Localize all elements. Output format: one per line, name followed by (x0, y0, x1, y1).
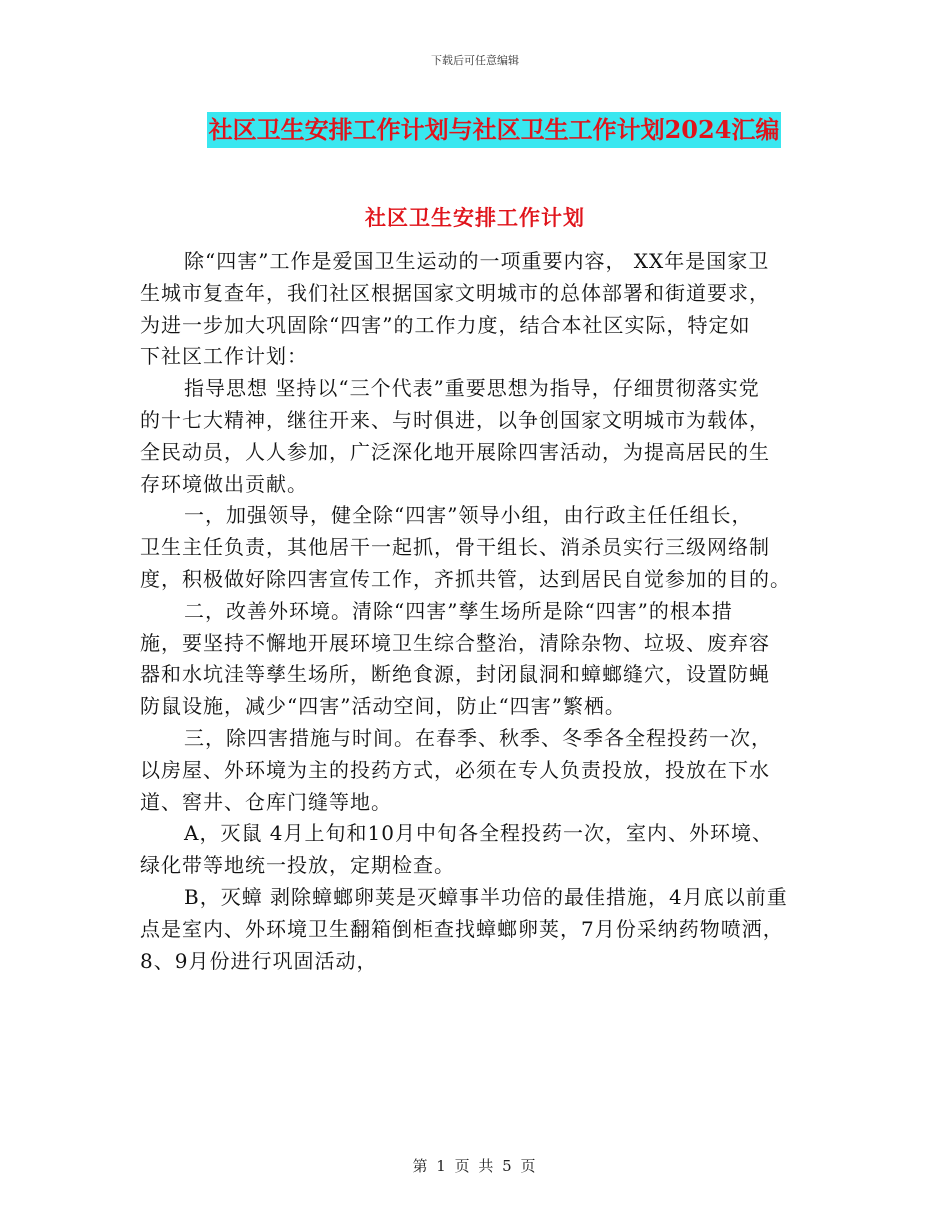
text-line: 以房屋、外环境为主的投药方式，必须在专人负责投放，投放在下水 (140, 757, 770, 782)
text-line: 道、窖井、仓库门缝等地。 (140, 789, 392, 814)
text-line: 存环境做出贡献。 (140, 471, 308, 496)
text-line: 为进一步加大巩固除“四害”的工作力度，结合本社区实际，特定如 (140, 312, 751, 337)
paragraph-item-three (140, 723, 810, 818)
paragraph-item-b (140, 882, 810, 977)
text-line: 防鼠设施，减少“四害”活动空间，防止“四害”繁栖。 (140, 694, 626, 719)
document-title: 社区卫生安排工作计划与社区卫生工作计划2024汇编 (207, 112, 782, 148)
text-line: 生城市复查年，我们社区根据国家文明城市的总体部署和街道要求， (140, 280, 770, 305)
text-line: 度，积极做好除四害宣传工作，齐抓共管，达到居民自觉参加的目的。 (140, 566, 791, 591)
text-line: 绿化带等地统一投放，定期检查。 (140, 853, 455, 878)
main-title-wrap (0, 112, 950, 148)
header-note: 下载后可任意编辑 (431, 54, 519, 67)
text-line: 点是室内、外环境卫生翻箱倒柜查找蟑螂卵荚，7月份采纳药物喷洒， (140, 916, 784, 941)
page-footer: 第 1 页 共 5 页 (412, 1157, 538, 1175)
section-title: 社区卫生安排工作计划 (365, 205, 585, 230)
text-line: 施，要坚持不懈地开展环境卫生综合整治，清除杂物、垃圾、废弃容 (140, 630, 770, 655)
paragraph-item-two (140, 596, 810, 723)
text-line: 二，改善外环境。清除“四害”孳生场所是除“四害”的根本措 (184, 598, 733, 623)
document-body (140, 246, 810, 977)
paragraph-item-a (140, 818, 810, 882)
text-line: 一，加强领导，健全除“四害”领导小组，由行政主任任组长， (184, 503, 753, 528)
paragraph-item-one (140, 500, 810, 595)
paragraph-intro (140, 246, 810, 373)
text-line: 卫生主任负责，其他居干一起抓，骨干组长、消杀员实行三级网络制 (140, 535, 770, 560)
text-line: 三，除四害措施与时间。在春季、秋季、冬季各全程投药一次， (184, 725, 772, 750)
text-line: A，灭鼠 4月上旬和10月中旬各全程投药一次，室内、外环境、 (184, 821, 773, 846)
text-line: 指导思想 坚持以“三个代表”重要思想为指导，仔细贯彻落实党 (184, 376, 760, 401)
text-line: 全民动员，人人参加，广泛深化地开展除四害活动，为提高居民的生 (140, 439, 770, 464)
text-line: 器和水坑洼等孳生场所，断绝食源，封闭鼠洞和蟑螂缝穴，设置防蝇 (140, 662, 770, 687)
text-line: 8、9月份进行巩固活动， (140, 948, 378, 973)
text-line: 下社区工作计划： (140, 344, 308, 369)
paragraph-guiding-thought (140, 373, 810, 500)
text-line: B，灭蟑 剥除蟑螂卵荚是灭蟑事半功倍的最佳措施，4月底以前重 (184, 884, 788, 909)
text-line: 的十七大精神，继往开来、与时俱进，以争创国家文明城市为载体， (140, 407, 770, 432)
text-line: 除“四害”工作是爱国卫生运动的一项重要内容， XX年是国家卫 (184, 249, 770, 273)
